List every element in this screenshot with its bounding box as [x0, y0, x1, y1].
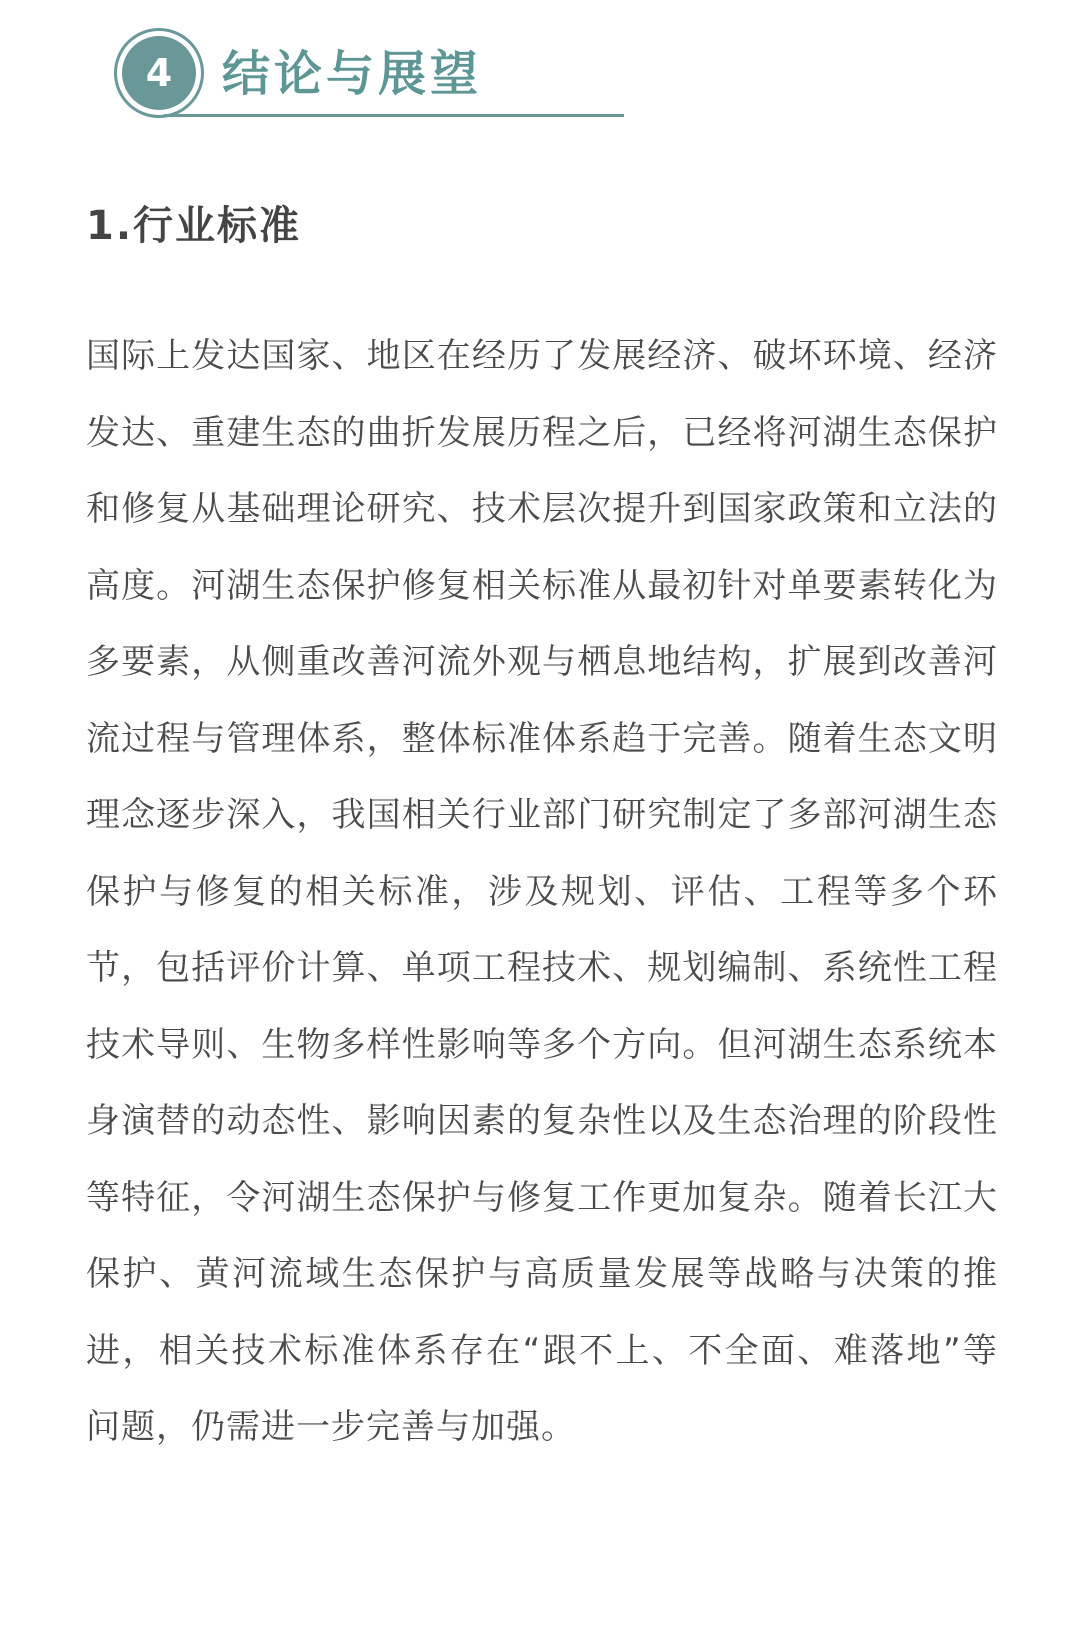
section-title: 结论与展望 — [222, 46, 483, 102]
section-header — [114, 26, 514, 126]
section-underline — [164, 114, 624, 117]
section-number-badge — [114, 28, 204, 118]
subheading: 1.行业标准 — [86, 203, 302, 249]
body-paragraph: 国际上发达国家、地区在经历了发展经济、破坏环境、经济发达、重建生态的曲折发展历程之后，已经将河湖生态保护和修复从基础理论研究、技术层次提升到国家政策和立法的高度。河湖生态保护修复相关标准从最初针对单要素转化为多要素，从侧重改善河流外观与栖息地结构，扩展到改善河流过程与管理体系，整体标准体系趋于完善。随着生态文明理念逐步深入，我国相关行业部门研究制定了多部河湖生态保护与修复的相关标准，涉及规划、评估、工程等多个环节，包括评价计算、单项工程技术、规划编制、系统性工程技术导则、生物多样性影响等多个方向。但河湖生态系统本身演替的动态性、影响因素的复杂性以及生态治理的阶段性等特征，令河湖生态保护与修复工作更加复杂。随着长江大保护、黄河流域生态保护与高质量发展等战略与决策的推进，相关技术标准体系存在“跟不上、不全面、难落地”等问题，仍需进一步完善与加强。 — [86, 336, 998, 1447]
section-number: 4 — [122, 36, 196, 110]
